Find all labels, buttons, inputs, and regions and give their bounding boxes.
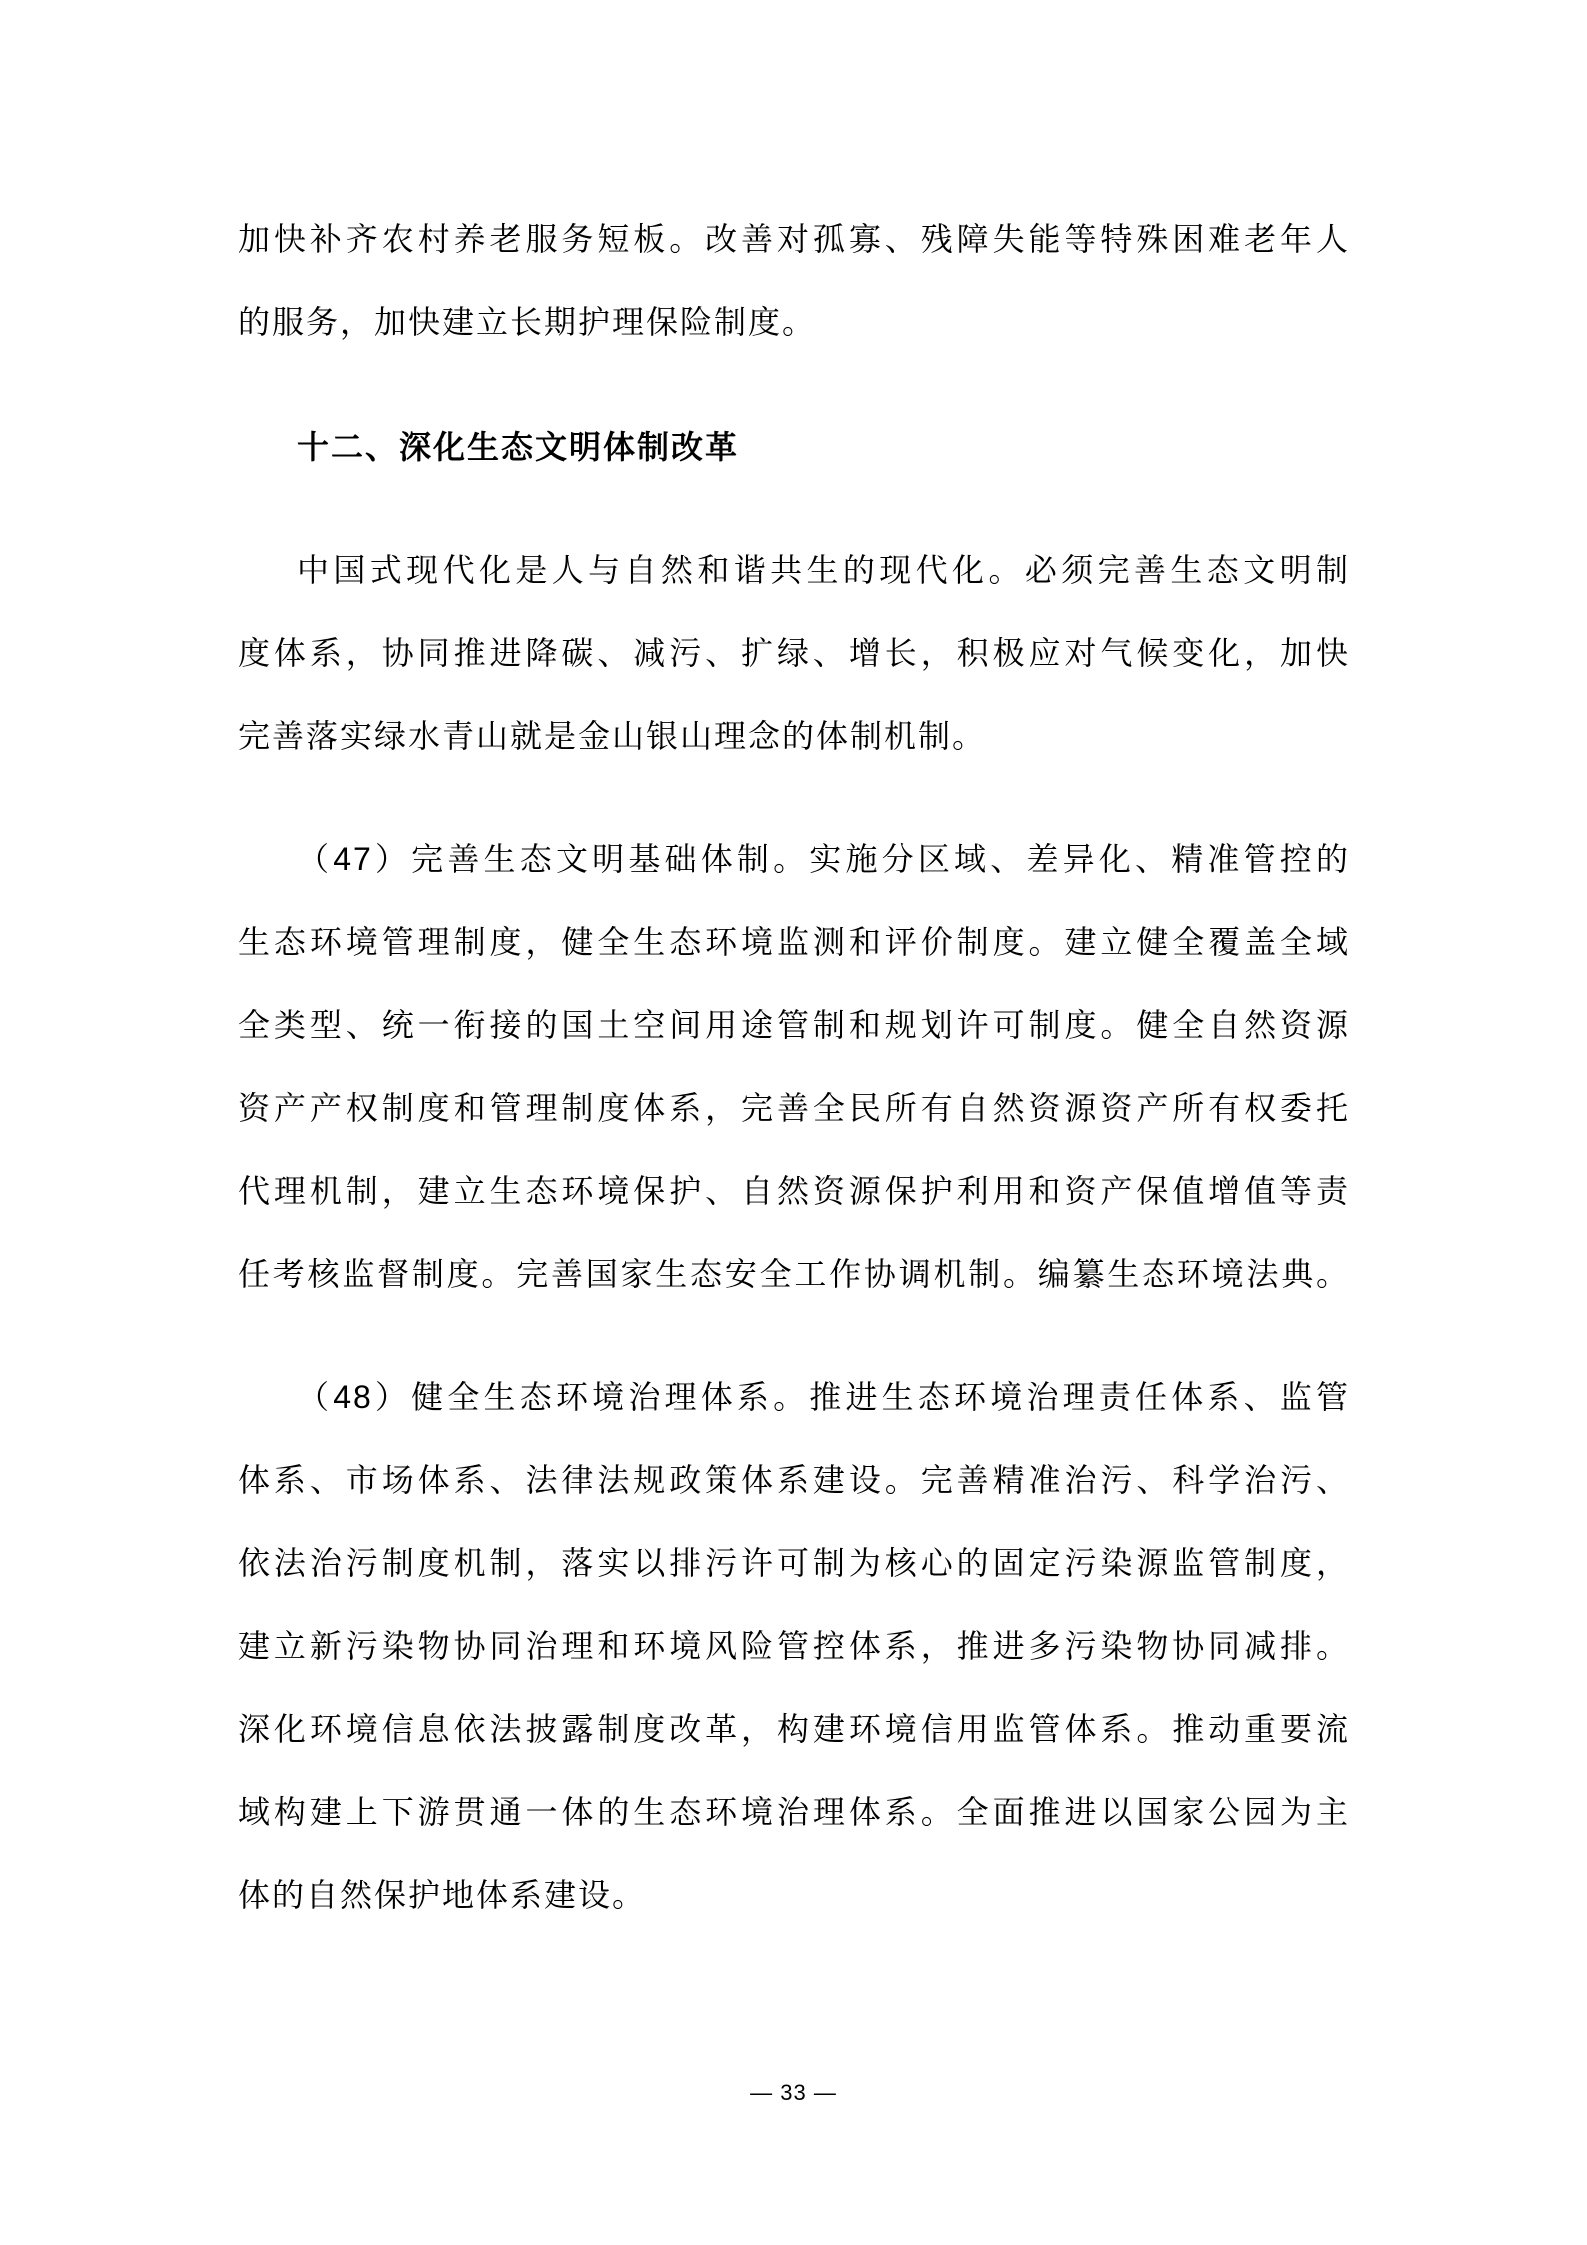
section-heading — [238, 406, 1350, 489]
text-line: 体系、市场体系、法律法规政策体系建设。完善精准治污、科学治污、 — [238, 1462, 1350, 1498]
text-line: （48）健全生态环境治理体系。推进生态环境治理责任体系、监管 — [297, 1379, 1350, 1415]
text-line: 度体系，协同推进降碳、减污、扩绿、增长，积极应对气候变化，加快 — [238, 635, 1350, 671]
text-line: 深化环境信息依法披露制度改革，构建环境信用监管体系。推动重要流 — [238, 1711, 1350, 1747]
text-line: 资产产权制度和管理制度体系，完善全民所有自然资源资产所有权委托 — [238, 1090, 1350, 1126]
document-body — [238, 198, 1350, 1977]
text-line: 加快补齐农村养老服务短板。改善对孤寡、残障失能等特殊困难老年人 — [238, 221, 1350, 257]
text-line: 的服务，加快建立长期护理保险制度。 — [238, 304, 817, 340]
section-heading-text: 十二、深化生态文明体制改革 — [297, 429, 740, 465]
text-line: 任考核监督制度。完善国家生态安全工作协调机制。编纂生态环境法典。 — [238, 1256, 1350, 1292]
text-line: 体的自然保护地体系建设。 — [238, 1877, 647, 1913]
paragraph — [238, 529, 1350, 778]
paragraph — [238, 1356, 1350, 1937]
paragraph — [238, 818, 1350, 1316]
text-line: 建立新污染物协同治理和环境风险管控体系，推进多污染物协同减排。 — [238, 1628, 1350, 1664]
text-line: 中国式现代化是人与自然和谐共生的现代化。必须完善生态文明制 — [297, 552, 1350, 588]
text-line: 生态环境管理制度，健全生态环境监测和评价制度。建立健全覆盖全域 — [238, 924, 1350, 960]
paragraph — [238, 198, 1350, 364]
text-line: 完善落实绿水青山就是金山银山理念的体制机制。 — [238, 718, 987, 754]
text-line: （47）完善生态文明基础体制。实施分区域、差异化、精准管控的 — [297, 841, 1350, 877]
text-line: 代理机制，建立生态环境保护、自然资源保护利用和资产保值增值等责 — [238, 1173, 1350, 1209]
page-number: — 33 — — [750, 2080, 837, 2105]
text-line: 依法治污制度机制，落实以排污许可制为核心的固定污染源监管制度， — [238, 1545, 1350, 1581]
text-line: 全类型、统一衔接的国土空间用途管制和规划许可制度。健全自然资源 — [238, 1007, 1350, 1043]
text-line: 域构建上下游贯通一体的生态环境治理体系。全面推进以国家公园为主 — [238, 1794, 1350, 1830]
